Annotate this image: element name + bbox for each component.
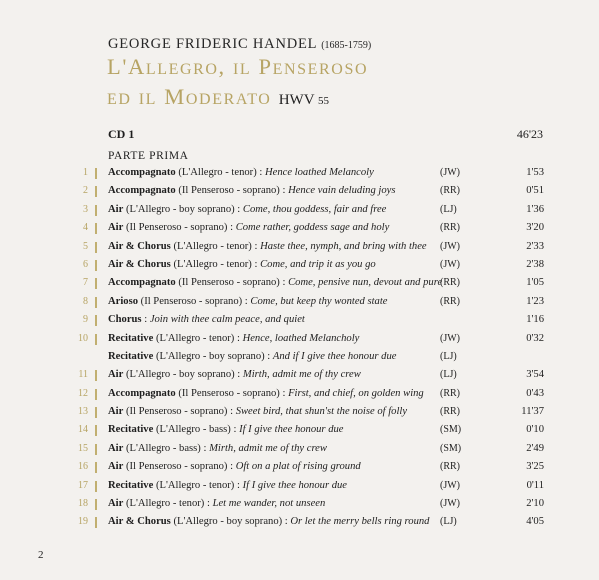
track-number: 3 xyxy=(83,203,88,215)
track-number: 15 xyxy=(78,442,88,454)
track-duration: 1'05 xyxy=(526,277,544,289)
track-duration: 1'53 xyxy=(526,167,544,178)
track-number: 6 xyxy=(83,258,88,270)
track-role: (L'Allegro - boy soprano) : xyxy=(123,203,243,215)
track-description xyxy=(108,311,305,329)
track-form: Recitative xyxy=(108,332,154,344)
track-description xyxy=(108,201,386,219)
track-number: 1 xyxy=(83,167,88,178)
track-singer: (RR) xyxy=(440,461,460,473)
track-role: (Il Penseroso - soprano) : xyxy=(123,406,236,418)
track-singer: (JW) xyxy=(440,332,460,344)
track-singer: (RR) xyxy=(440,406,460,418)
track-row xyxy=(0,164,599,182)
cd-duration: 46'23 xyxy=(516,127,543,141)
track-marker-bar xyxy=(95,462,97,473)
track-singer: (JW) xyxy=(440,240,460,252)
track-row xyxy=(0,256,599,274)
composer-line xyxy=(108,36,371,53)
track-duration: 3'20 xyxy=(526,222,544,234)
track-text: Come, thou goddess, fair and free xyxy=(242,203,387,215)
track-singer: (LJ) xyxy=(440,203,457,215)
track-duration: 2'33 xyxy=(526,240,544,252)
track-singer: (SM) xyxy=(440,424,462,436)
track-role: (L'Allegro - tenor) : xyxy=(123,498,213,510)
track-number: 2 xyxy=(83,185,88,197)
track-duration: 1'36 xyxy=(526,203,544,215)
work-title-line-2-text: ed il Moderato xyxy=(107,84,272,109)
track-form: Air xyxy=(108,498,124,510)
track-marker-bar xyxy=(95,517,97,528)
track-row xyxy=(0,513,599,531)
track-singer: (JW) xyxy=(440,258,460,270)
track-number: 9 xyxy=(83,314,88,326)
track-description xyxy=(108,385,424,403)
cd-header xyxy=(108,127,543,142)
track-form: Air & Chorus xyxy=(108,516,171,528)
catalogue-num: 55 xyxy=(318,95,330,107)
track-text: First, and chief, on golden wing xyxy=(288,387,424,399)
track-text: Hence loathed Melancoly xyxy=(264,167,374,178)
track-text: Come rather, goddess sage and holy xyxy=(235,222,390,234)
track-marker-bar xyxy=(95,370,97,381)
track-form: Arioso xyxy=(108,295,139,307)
track-singer: (LJ) xyxy=(440,369,457,381)
track-role: (Il Penseroso - soprano) : xyxy=(123,461,236,473)
track-description xyxy=(108,366,361,384)
track-number: 12 xyxy=(78,387,88,399)
track-description xyxy=(108,440,327,458)
track-text: Haste thee, nymph, and bring with thee xyxy=(260,240,427,252)
track-role: : xyxy=(141,314,150,326)
track-role: (L'Allegro - bass) : xyxy=(153,424,240,436)
track-text: And if I give thee honour due xyxy=(272,350,397,362)
track-duration: 2'10 xyxy=(526,498,544,510)
part-heading: PARTE PRIMA xyxy=(108,150,189,162)
track-row xyxy=(0,201,599,219)
track-description xyxy=(108,330,359,348)
track-marker-bar xyxy=(95,407,97,418)
track-form: Air xyxy=(108,369,124,381)
track-text: Mirth, admit me of thy crew xyxy=(242,369,361,381)
track-role: (L'Allegro - boy soprano) : xyxy=(153,350,273,362)
track-singer: (SM) xyxy=(440,442,462,454)
track-text: Come, pensive nun, devout and pure xyxy=(288,277,443,289)
track-description xyxy=(108,421,344,439)
track-duration: 2'49 xyxy=(526,442,544,454)
work-title-line-2 xyxy=(107,84,329,110)
track-role: (L'Allegro - boy soprano) : xyxy=(123,369,243,381)
track-role: (L'Allegro - bass) : xyxy=(123,442,210,454)
track-duration: 0'51 xyxy=(526,185,544,197)
track-role: (Il Penseroso - soprano) : xyxy=(175,185,289,197)
page-number: 2 xyxy=(38,549,44,561)
track-number: 17 xyxy=(78,479,88,491)
track-description xyxy=(108,293,388,311)
track-description xyxy=(108,477,347,495)
track-singer: (LJ) xyxy=(440,350,457,362)
track-number: 18 xyxy=(78,498,88,510)
track-form: Air xyxy=(108,406,124,418)
catalogue-prefix: HWV xyxy=(278,92,319,108)
track-description xyxy=(108,256,376,274)
track-marker-bar xyxy=(95,223,97,234)
track-marker-bar xyxy=(95,205,97,216)
track-marker-bar xyxy=(95,444,97,455)
track-singer: (LJ) xyxy=(440,516,457,528)
track-row xyxy=(0,182,599,200)
track-number: 10 xyxy=(78,332,88,344)
track-description xyxy=(108,238,427,256)
track-row xyxy=(0,293,599,311)
track-marker-bar xyxy=(95,499,97,510)
track-role: (L'Allegro - tenor) : xyxy=(153,479,243,491)
track-duration: 0'10 xyxy=(526,424,544,436)
track-description xyxy=(108,403,407,421)
track-role: (Il Penseroso - soprano) : xyxy=(175,387,289,399)
track-description xyxy=(108,219,389,237)
track-marker-bar xyxy=(95,389,97,400)
track-number: 13 xyxy=(78,406,88,418)
track-number: 5 xyxy=(83,240,88,252)
track-marker-bar xyxy=(95,315,97,326)
track-marker-bar xyxy=(95,278,97,289)
cd-label: CD 1 xyxy=(108,127,135,141)
track-role: (Il Penseroso - soprano) : xyxy=(175,277,289,289)
track-row xyxy=(0,366,599,384)
track-row xyxy=(0,403,599,421)
track-duration: 1'23 xyxy=(526,295,544,307)
track-form: Accompagnato xyxy=(108,277,176,289)
track-duration: 11'37 xyxy=(521,406,544,418)
track-description xyxy=(108,182,395,200)
track-marker-bar xyxy=(95,425,97,436)
track-text: If I give thee honour due xyxy=(242,479,348,491)
track-text: Come, but keep thy wonted state xyxy=(250,295,388,307)
track-description xyxy=(108,513,429,531)
track-form: Air xyxy=(108,461,124,473)
track-singer: (RR) xyxy=(440,185,460,197)
track-row xyxy=(0,219,599,237)
track-description xyxy=(108,274,442,292)
track-text: Mirth, admit me of thy crew xyxy=(209,442,327,454)
work-title-line-1: L'Allegro, il Penseroso xyxy=(107,54,369,79)
track-row xyxy=(0,458,599,476)
track-form: Recitative xyxy=(108,424,154,436)
track-text: Hence vain deluding joys xyxy=(288,185,396,197)
track-form: Chorus xyxy=(108,314,142,326)
track-description xyxy=(108,495,325,513)
track-number: 19 xyxy=(78,516,88,528)
track-text: Or let the merry bells ring round xyxy=(290,516,430,528)
composer-name: GEORGE FRIDERIC HANDEL xyxy=(108,36,317,52)
track-marker-bar xyxy=(95,260,97,271)
track-singer: (RR) xyxy=(440,222,460,234)
track-row xyxy=(0,330,599,348)
track-text: Oft on a plat of rising ground xyxy=(235,461,361,473)
track-form: Recitative xyxy=(108,479,154,491)
track-form: Air & Chorus xyxy=(108,240,171,252)
track-role: (L'Allegro - tenor) : xyxy=(170,258,261,270)
track-marker-bar xyxy=(95,186,97,197)
track-number: 7 xyxy=(83,277,88,289)
track-description xyxy=(108,348,396,366)
track-number: 16 xyxy=(78,461,88,473)
track-duration: 1'16 xyxy=(526,314,544,326)
track-number: 11 xyxy=(78,369,88,381)
track-text: Join with thee calm peace, and quiet xyxy=(149,314,305,326)
track-marker-bar xyxy=(95,481,97,492)
track-text: Sweet bird, that shun'st the noise of folly xyxy=(235,406,408,418)
track-singer: (RR) xyxy=(440,295,460,307)
track-marker-bar xyxy=(95,168,97,179)
track-text: Come, and trip it as you go xyxy=(260,258,376,270)
track-form: Air xyxy=(108,442,124,454)
track-row xyxy=(0,385,599,403)
track-description xyxy=(108,164,374,182)
track-row xyxy=(0,421,599,439)
track-row xyxy=(0,348,599,366)
track-singer: (JW) xyxy=(440,167,460,178)
track-role: (L'Allegro - boy soprano) : xyxy=(170,516,291,528)
track-form: Air xyxy=(108,222,124,234)
catalogue-number xyxy=(279,92,329,108)
track-duration: 3'25 xyxy=(526,461,544,473)
track-duration: 0'32 xyxy=(526,332,544,344)
track-form: Accompagnato xyxy=(108,185,176,197)
track-description xyxy=(108,458,361,476)
track-duration: 3'54 xyxy=(526,369,544,381)
track-text: Let me wander, not unseen xyxy=(212,498,326,510)
track-singer: (JW) xyxy=(440,479,460,491)
track-text: Hence, loathed Melancholy xyxy=(242,332,360,344)
track-duration: 2'38 xyxy=(526,258,544,270)
track-marker-bar xyxy=(95,242,97,253)
track-number: 14 xyxy=(78,424,88,436)
track-singer: (RR) xyxy=(440,277,460,289)
track-marker-bar xyxy=(95,334,97,345)
track-role: (L'Allegro - tenor) : xyxy=(175,167,265,178)
track-number: 4 xyxy=(83,222,88,234)
composer-dates: (1685-1759) xyxy=(321,40,372,51)
track-form: Recitative xyxy=(108,350,154,362)
track-form: Accompagnato xyxy=(108,387,176,399)
track-form: Accompagnato xyxy=(108,167,176,178)
track-row xyxy=(0,440,599,458)
track-row xyxy=(0,495,599,513)
track-duration: 0'43 xyxy=(526,387,544,399)
track-role: (Il Penseroso - soprano) : xyxy=(123,222,236,234)
track-text: If I give thee honour due xyxy=(239,424,344,436)
track-role: (L'Allegro - tenor) : xyxy=(170,240,261,252)
track-row xyxy=(0,238,599,256)
track-role: (L'Allegro - tenor) : xyxy=(153,332,243,344)
track-form: Air xyxy=(108,203,124,215)
track-row xyxy=(0,311,599,329)
track-duration: 4'05 xyxy=(526,516,544,528)
track-marker-bar xyxy=(95,297,97,308)
track-singer: (RR) xyxy=(440,387,460,399)
track-number: 8 xyxy=(83,295,88,307)
track-list xyxy=(0,164,599,532)
track-row xyxy=(0,274,599,292)
track-role: (Il Penseroso - soprano) : xyxy=(138,295,251,307)
track-row xyxy=(0,477,599,495)
track-singer: (JW) xyxy=(440,498,460,510)
track-duration: 0'11 xyxy=(526,479,544,491)
track-form: Air & Chorus xyxy=(108,258,171,270)
